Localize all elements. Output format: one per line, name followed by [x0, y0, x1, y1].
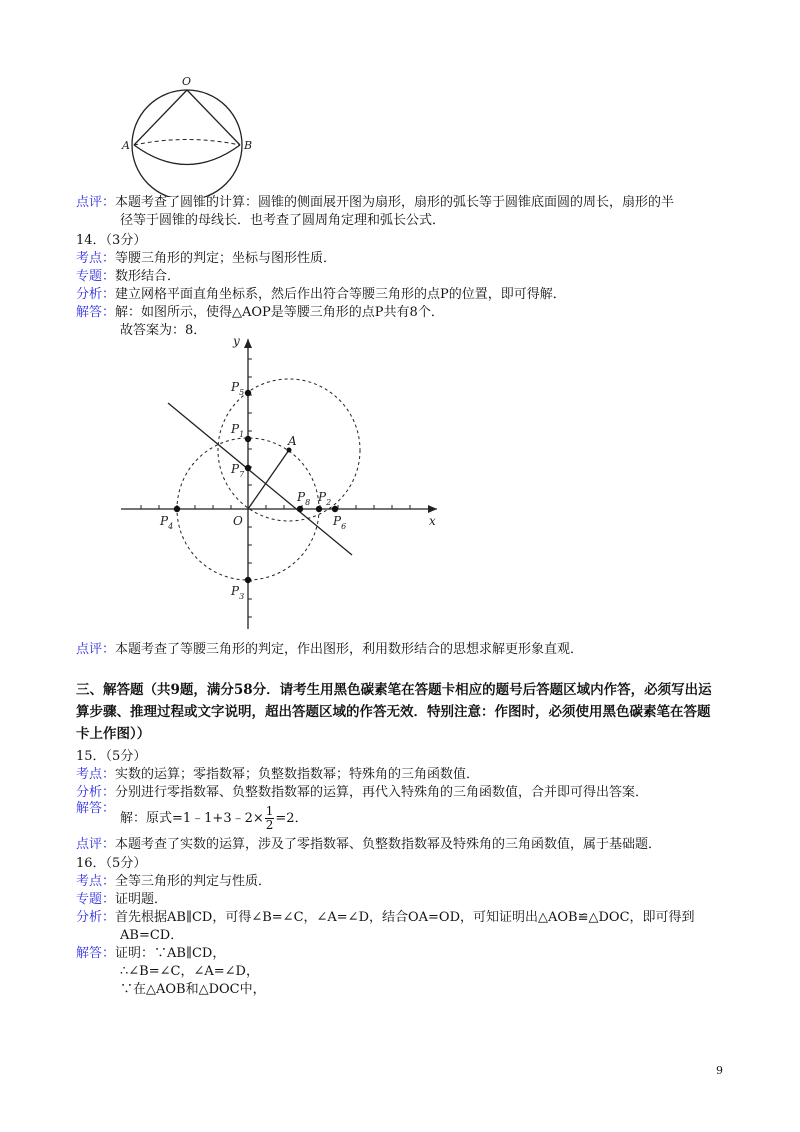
- q14-answer: 故答案为：8．: [120, 323, 207, 338]
- fig14-o-label: O: [233, 514, 243, 528]
- fig14-p6-label: $P_6$: [333, 514, 347, 531]
- q16-fenxi: 分析：首先根据AB∥CD，可得∠B=∠C，∠A=∠D，结合OA=OD，可知证明出△AOB≌△DOC，即可得到: [76, 910, 695, 925]
- q15-jieda: 解：原式=1﹣1+3﹣2× $\frac{1}{2}$ =2．: [120, 804, 308, 832]
- q15-dianping: 点评：本题考查了实数的运算，涉及了零指数幂、负整数指数幂及特殊角的三角函数值，属于基础题．: [76, 837, 662, 852]
- page-number: 9: [716, 1064, 723, 1077]
- fig14-p2-label: $P_2$: [318, 490, 332, 507]
- fig14-a-label: A: [288, 434, 297, 448]
- q14-zhuanti: 专题：数形结合．: [76, 269, 181, 284]
- fig14-p8-label: $P_8$: [297, 490, 311, 507]
- q16-header: 16．（5分）: [76, 856, 147, 871]
- section-3-heading-line3: 卡上作图））: [76, 726, 151, 742]
- q16-jieda: 解答：证明：∵AB∥CD，: [76, 946, 226, 961]
- q13-dianping-cont: 径等于圆锥的母线长．也考查了圆周角定理和弧长公式．: [120, 213, 446, 228]
- fig14-p1-label: $P_1$: [231, 422, 245, 439]
- q14-kaodian: 考点：等腰三角形的判定；坐标与图形性质．: [76, 251, 337, 266]
- q15-kaodian: 考点：实数的运算；零指数幂；负整数指数幂；特殊角的三角函数值．: [76, 767, 480, 782]
- fig13-label-o: O: [182, 75, 192, 88]
- fig14-p3-label: $P_3$: [231, 584, 245, 601]
- q14-jieda: 解答：解：如图所示，使得△AOP是等腰三角形的点P共有8个．: [76, 305, 444, 320]
- q16-fenxi-cont: AB=CD．: [120, 928, 184, 943]
- q13-dianping: 点评：本题考查了圆锥的计算：圆锥的侧面展开图为扇形，扇形的弧长等于圆锥底面圆的周长，扇形的半: [76, 195, 675, 210]
- q16-jieda-line3: ∵在△AOB和△DOC中，: [120, 982, 266, 997]
- q15-fenxi: 分析：分别进行零指数幂、负整数指数幂的运算，再代入特殊角的三角函数值，合并即可得出答案．: [76, 785, 649, 800]
- fig13-label-a: A: [122, 139, 130, 152]
- fig14-p7-label: $P_7$: [231, 462, 245, 479]
- q14-fenxi: 分析：建立网格平面直角坐标系，然后作出符合等腰三角形的点P的位置，即可得解．: [76, 287, 566, 302]
- fig14-p4-label: $P_4$: [160, 514, 174, 531]
- q16-kaodian: 考点：全等三角形的判定与性质．: [76, 874, 272, 889]
- q13-dianping-label: 点评：: [76, 195, 116, 210]
- fig14-x-label: x: [429, 514, 436, 528]
- q15-jieda-label: 解答：: [76, 801, 116, 816]
- fig14-y-label: y: [233, 334, 240, 348]
- q16-zhuanti: 专题：证明题．: [76, 892, 168, 907]
- fig14-p5-label: $P_5$: [231, 380, 245, 397]
- figure-q13-circle: [120, 72, 260, 197]
- q14-header: 14．（3分）: [76, 233, 147, 248]
- section-3-heading-line2: 算步骤、推理过程或文字说明，超出答题区域的作答无效．特别注意：作图时，必须使用黑色碳素笔在答题: [76, 704, 711, 720]
- fraction-one-half: $\frac{1}{2}$: [265, 804, 274, 832]
- q16-jieda-line2: ∴∠B=∠C，∠A=∠D，: [120, 964, 259, 979]
- figure-q14-coordinate: [115, 333, 445, 633]
- section-3-heading-line1: 三、解答题（共9题，满分58分．请考生用黑色碳素笔在答题卡相应的题号后答题区域内作答，必须写出运: [76, 682, 712, 698]
- fig13-label-b: B: [244, 139, 253, 152]
- q15-header: 15．（5分）: [76, 749, 147, 764]
- q14-dianping: 点评：本题考查了等腰三角形的判定，作出图形，利用数形结合的思想求解更形象直观．: [76, 642, 584, 657]
